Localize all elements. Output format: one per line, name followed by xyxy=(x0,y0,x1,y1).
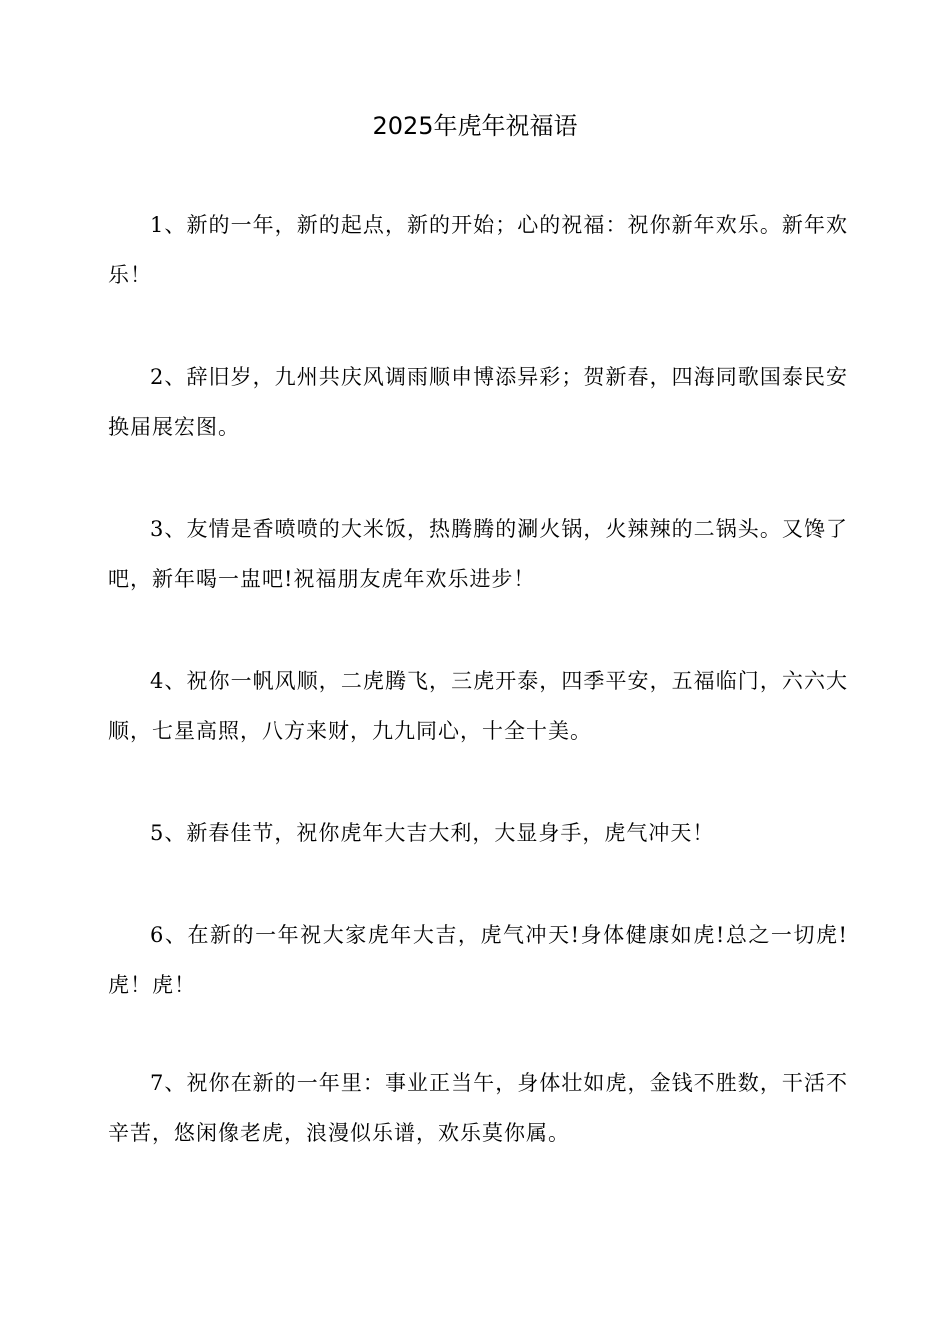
paragraph-3: 3、友情是香喷喷的大米饭，热腾腾的涮火锅，火辣辣的二锅头。又馋了吧，新年喝一盅吧!祝福朋友虎年欢乐进步！ xyxy=(108,517,848,591)
paragraph-1: 1、新的一年，新的起点，新的开始；心的祝福：祝你新年欢乐。新年欢乐！ xyxy=(108,213,848,287)
paragraph-7: 7、祝你在新的一年里：事业正当午，身体壮如虎，金钱不胜数，干活不辛苦，悠闲像老虎，浪漫似乐谱，欢乐莫你属。 xyxy=(108,1071,848,1145)
document-title: 2025年虎年祝福语 xyxy=(372,112,578,140)
paragraph-6: 6、在新的一年祝大家虎年大吉，虎气冲天!身体健康如虎!总之一切虎!虎！虎！ xyxy=(108,923,848,997)
paragraph-5: 5、新春佳节，祝你虎年大吉大利，大显身手，虎气冲天！ xyxy=(150,821,715,845)
paragraph-4: 4、祝你一帆风顺，二虎腾飞，三虎开泰，四季平安，五福临门，六六大顺，七星高照，八方来财，九九同心，十全十美。 xyxy=(108,669,848,743)
paragraph-2: 2、辞旧岁，九州共庆风调雨顺申博添异彩；贺新春，四海同歌国泰民安换届展宏图。 xyxy=(108,365,848,439)
